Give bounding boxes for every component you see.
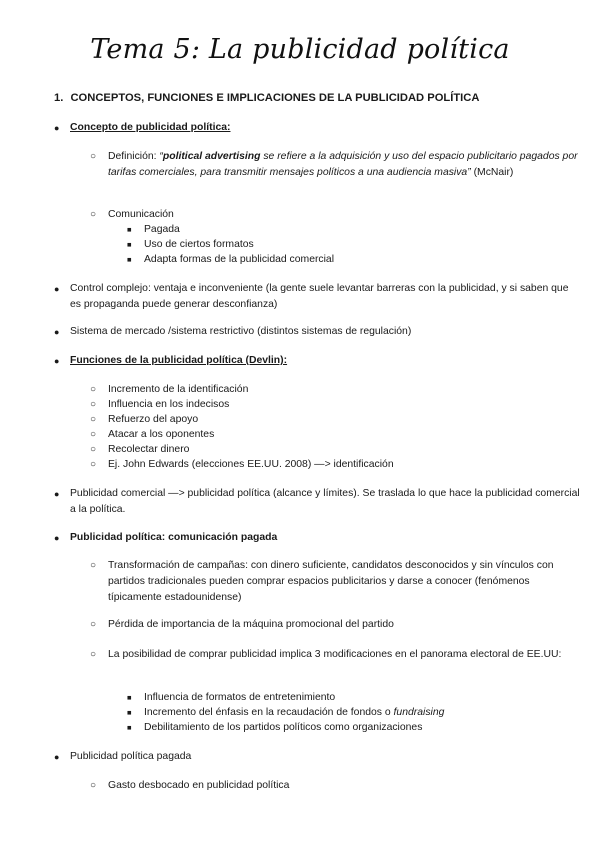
funciones-item: Refuerzo del apoyo	[108, 414, 199, 425]
bullet-marker: ●	[54, 752, 60, 762]
comunicacion-item: Pagada	[144, 224, 180, 235]
comunicacion-label: Comunicación	[108, 209, 174, 220]
circle-marker: ○	[90, 619, 97, 630]
comunicacion-item: Adapta formas de la publicidad comercial	[144, 254, 335, 265]
definicion-body: se refiere a la adquisición y uso del espacio publicitario pagados por tarifas comerciales, para transmitir mensajes políticos a una audiencia masiva	[108, 151, 578, 178]
perdida-text: Pérdida de importancia de la máquina promocional del partido	[108, 619, 394, 630]
section-heading-text: CONCEPTOS, FUNCIONES E IMPLICACIONES DE LA PUBLICIDAD POLÍTICA	[70, 92, 480, 104]
square-marker: ■	[127, 693, 132, 702]
bullet-marker: ●	[54, 123, 60, 133]
square-marker: ■	[127, 255, 132, 264]
square-marker: ■	[127, 225, 132, 234]
funciones-heading: Funciones de la publicidad política (Devlin):	[70, 355, 288, 366]
bullet-marker: ●	[54, 284, 60, 294]
mod-item-text: Incremento del énfasis en la recaudación de fondos o	[144, 707, 394, 718]
pagada-heading: Publicidad política: comunicación pagada	[70, 532, 278, 543]
section-number: 1.	[54, 92, 64, 104]
page-title: Tema 5: La publicidad política	[90, 34, 510, 65]
circle-marker: ○	[90, 649, 97, 660]
bullet-marker: ●	[54, 533, 60, 543]
square-marker: ■	[127, 240, 132, 249]
circle-marker: ○	[90, 151, 97, 162]
circle-marker: ○	[90, 560, 97, 571]
definicion-source: (McNair)	[470, 167, 514, 178]
mod-item: Influencia de formatos de entretenimiento	[144, 692, 336, 703]
definicion-term: political advertising	[162, 151, 261, 162]
funciones-item: Ej. John Edwards (elecciones EE.UU. 2008) —> identificación	[108, 459, 394, 470]
definicion-text	[108, 149, 578, 181]
publicidad-pagada-label: Publicidad política pagada	[70, 751, 192, 762]
funciones-item: Atacar a los oponentes	[108, 429, 215, 440]
bullet-marker: ●	[54, 356, 60, 366]
circle-marker: ○	[90, 444, 97, 455]
circle-marker: ○	[90, 459, 97, 470]
circle-marker: ○	[90, 429, 97, 440]
concepto-heading: Concepto de publicidad política:	[70, 122, 231, 133]
bullet-marker: ●	[54, 489, 60, 499]
gasto-text: Gasto desbocado en publicidad política	[108, 780, 290, 791]
mod-item: Debilitamiento de los partidos políticos como organizaciones	[144, 722, 423, 733]
square-marker: ■	[127, 708, 132, 717]
mod-item	[144, 705, 574, 721]
circle-marker: ○	[90, 780, 97, 791]
sistema-text: Sistema de mercado /sistema restrictivo (distintos sistemas de regulación)	[70, 326, 412, 337]
open-quote: “	[159, 151, 163, 162]
circle-marker: ○	[90, 399, 97, 410]
funciones-item: Incremento de la identificación	[108, 384, 249, 395]
fundraising-term: fundraising	[393, 707, 445, 718]
close-quote: ”	[467, 167, 471, 178]
section-heading	[54, 92, 479, 104]
circle-marker: ○	[90, 384, 97, 395]
definicion-label: Definición:	[108, 151, 160, 162]
funciones-item: Recolectar dinero	[108, 444, 190, 455]
circle-marker: ○	[90, 209, 97, 220]
square-marker: ■	[127, 723, 132, 732]
circle-marker: ○	[90, 414, 97, 425]
funciones-item: Influencia en los indecisos	[108, 399, 230, 410]
control-text: Control complejo: ventaja e inconveniente (la gente suele levantar barreras con la publicidad, y si saben que es propaganda puede generar desconfianza)	[70, 283, 569, 310]
comunicacion-item: Uso de ciertos formatos	[144, 239, 254, 250]
transformacion-text: Transformación de campañas: con dinero suficiente, candidatos desconocidos y sin vínculos con partidos tradicionales pueden comprar espacios publicitarios y darse a conocer (fenómenos típicamente estadounidense)	[108, 560, 554, 603]
bullet-marker: ●	[54, 327, 60, 337]
posibilidad-text: La posibilidad de comprar publicidad implica 3 modificaciones en el panorama electoral de EE.UU:	[108, 649, 562, 660]
comercial-text: Publicidad comercial —> publicidad política (alcance y límites). Se traslada lo que hace la publicidad comercial a la política.	[70, 488, 580, 515]
